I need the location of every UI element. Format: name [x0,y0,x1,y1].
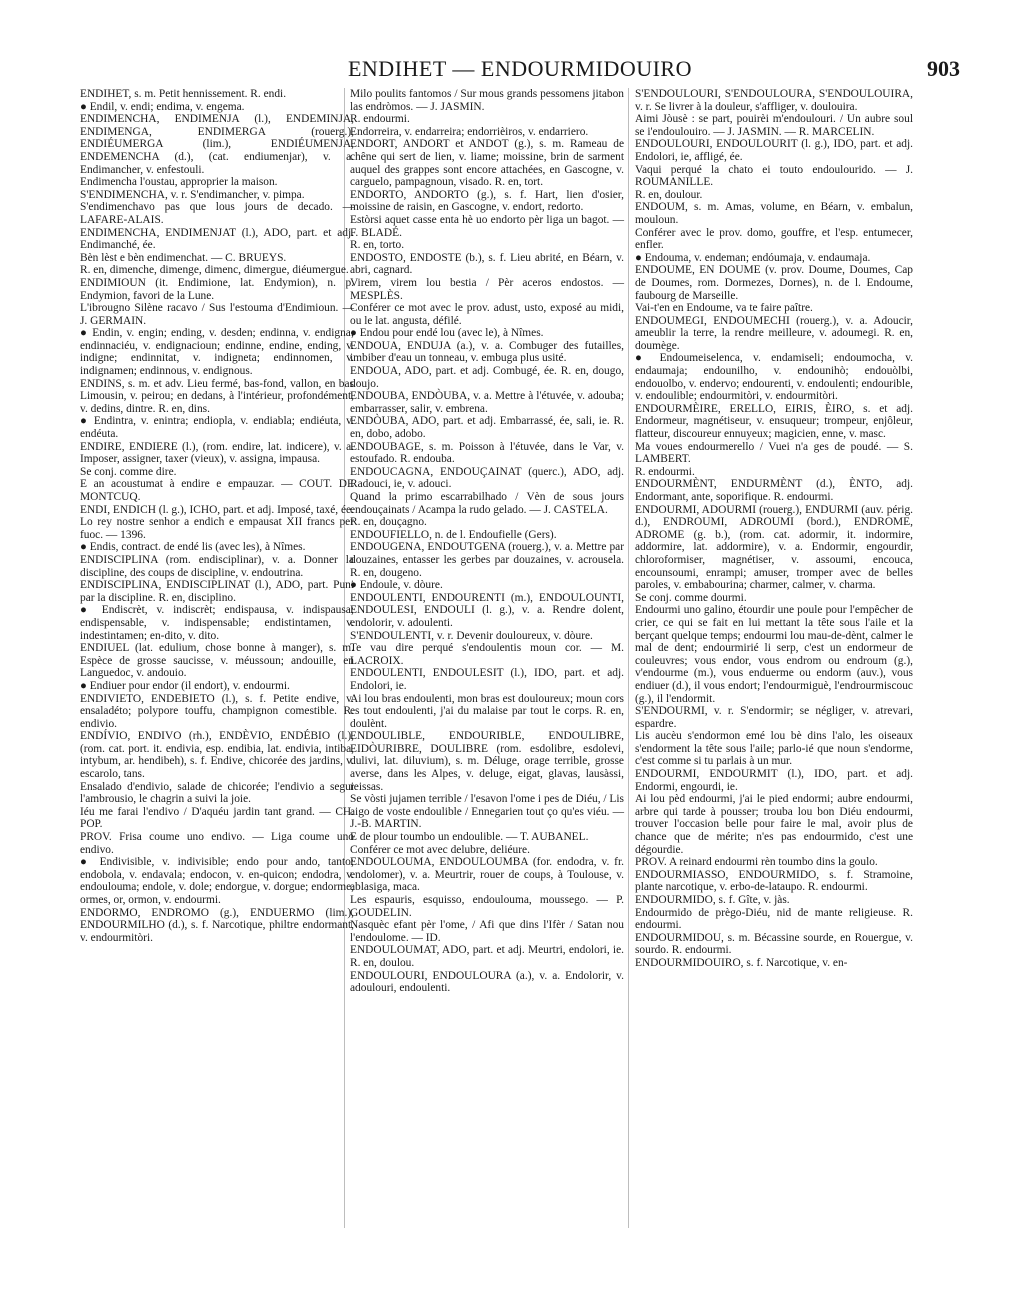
dictionary-entry: Vaqui perqué la chato ei touto endoulourido. — J. ROUMANILLE. [635,163,913,189]
dictionary-entry: ● Endoule, v. dòure. [350,579,443,592]
dictionary-entry: ENDOUFIELLO, n. de l. Endoufielle (Gers). [350,528,557,541]
dictionary-entry: ● Endis, contract. de endé lis (avec les), à Nîmes. [80,541,306,554]
dictionary-entry: ENDOURMIDOU, s. m. Bécassine sourde, en Rouergue, v. sourdo. R. endourmi. [635,931,913,957]
dictionary-entry: S'ENDOULENTI, v. r. Devenir douloureux, v. dòure. [350,629,593,642]
dictionary-entry: ENDORT, ANDORT et ANDOT (g.), s. m. Rameau de chêne qui sert de lien, v. liame; moissine, brin de sarment auquel des grappes sont encore attachées, en Gascogne, v. carguelo, pampagnoun, visado. R. en, tort. [350,138,624,189]
page-number: 903 [927,56,960,81]
dictionary-entry: ENDOUCAGNA, ENDOUÇAINAT (querc.), ADO, adj. Radouci, ie, v. adouci. [350,465,624,491]
running-title: ENDIHET — ENDOURMIDOUIRO [347,56,692,81]
dictionary-entry: ENDIUEL (lat. edulium, chose bonne à manger), s. m. Espèce de grosse saucisse, v. méussoun; andouille, en Languedoc, v. andouio. [80,642,354,680]
dictionary-entry: ENDIHET, s. m. Petit hennissement. R. endi. [80,88,287,100]
dictionary-entry: Virem, virem lou bestia / Pèr aceros endostos. — MESPLÈS. [350,276,624,302]
dictionary-entry: ENDOUME, EN DOUME (v. prov. Doume, Doumes, Cap de Doumes, rom. Dormezes, Dornes), n. de l. Endoume, faubourg de Marseille. [635,264,913,302]
dictionary-entry: Ai lou bras endoulenti, mon bras est douloureux; moun cors es tout endoulenti, j'ai du malaise par tout le corps. R. en, doulènt. [350,692,624,730]
dictionary-entry: ENDOURMIASSO, ENDOURMIDO, s. f. Stramoine, plante narcotique, v. erbo-de-lataupo. R. endourmi. [635,868,913,894]
dictionary-entry: S'ENDOULOURI, S'ENDOULOURA, S'ENDOULOUIRA, v. r. Se livrer à la douleur, s'affliger, v. doulouira. [635,88,913,113]
dictionary-entry: ENDOUA, ADO, part. et adj. Combugé, ée. R. en, dougo, doujo. [350,365,624,390]
dictionary-entry: ENDI, ENDICH (l. g.), ICHO, part. et adj. Imposé, taxé, ée. [80,503,354,516]
dictionary-entry: ENDOURMI, ADOURMI (rouerg.), ENDURMI (auv. périg. d.), ENDROUMI, ADROUMI (bord.), ENDROME, ADROME (g. b.), (rom. cat. adormir, it. indormire, addormire, lat. addormire), v. a. Endormir, engourdir, chloroformiser, magnétiser, v. assoumi, encouca, encounsoumi, enrampi; amuser, tromper avec de belles paroles, v. embabourina; charmer, calmer, v. charma. [635,503,913,592]
dictionary-entry: ENDOUGENA, ENDOUTGENA (rouerg.), v. a. Mettre par douzaines, entasser les gerbes par douzaines, v. acrousela. R. en, dougeno. [350,541,624,579]
page-header [80,56,960,92]
dictionary-entry: S'ENDIMENCHA, v. r. S'endimancher, v. pimpa. [80,188,305,201]
dictionary-entry: ● Endiscrèt, v. indiscrèt; endispausa, v. indispausa; endispensable, v. indispensable; endistintamen, v. indestintamen; en-dito, v. dito. [80,604,354,642]
dictionary-entry: ENDOUM, s. m. Amas, volume, en Béarn, v. embalun, mouloun. [635,201,913,226]
dictionary-entry: Conférer ce mot avec delubre, deliéure. [350,843,530,856]
dictionary-entry: Ensalado d'endivio, salade de chicorée; l'endivio a segui l'ambrousio, le chagrin a suivi la joie. [80,780,354,806]
dictionary-entry: ENDOUMEGI, ENDOUMECHI (rouerg.), v. a. Adoucir, ameublir la terre, la rendre meilleure, v. adoumegi. R. en, doumège. [635,314,913,352]
dictionary-entry: ENDOURMIDOUIRO, s. f. Narcotique, v. en- [635,956,848,969]
dictionary-entry: R. endourmi. [350,113,410,126]
dictionary-entry: Conférer ce mot avec le prov. adust, usto, exposé au midi, ou le lat. angusta, défilé. [350,302,624,327]
dictionary-entry: Se conj. comme dire. [80,465,177,478]
dictionary-entry: ENDOULIBLE, ENDOURIBLE, ENDOULIBRE, EIDÒURIBRE, DOULIBRE (rom. esdolibre, esdolevi, dulivi, lat. diluvium), s. m. Déluge, orage terrible, grosse averse, dans les Alpes, v. deluge, eigat, glavas, lausàssi, reissas. [350,730,624,793]
dictionary-entry: Nasquèc efant pèr l'ome, / Afi que dins l'Ifèr / Satan nou l'endoulome. — ID. [350,919,624,944]
dictionary-entry: Bèn lèst e bèn endimenchat. — C. BRUEYS. [80,251,287,264]
dictionary-entry: ENDIMENCHA, ENDIMENJA (l.), ENDEMINJA, ENDIMENGA, ENDIMERGA (rouerg.), ENDIÉUMERGA (lim.), ENDIÉUMENJA, ENDEMENCHA (d.), (cat. endiumenjar), v. a. Endimancher, v. enfestouli. [80,113,354,176]
dictionary-entry: R. endourmi. [635,465,695,478]
dictionary-entry: ENDISCIPLINA, ENDISCIPLINAT (l.), ADO, part. Puni par la discipline. R. en, disciplino. [80,579,354,604]
dictionary-entry: ENDINS, s. m. et adv. Lieu fermé, bas-fond, vallon, en bas Limousin, v. peirou; en dedans, à l'intérieur, profondément, v. dedins, dintre. R. en, dins. [80,377,354,415]
dictionary-entry: Te vau dire perqué s'endoulentis moun cor. — M. LACROIX. [350,642,624,667]
dictionary-entry: ENDOULENTI, ENDOULESIT (l.), IDO, part. et adj. Endolori, ie. [350,667,624,692]
dictionary-entry: Ai lou pèd endourmi, j'ai le pied endormi; aubre endourmi, arbre qui tarde à pousser; trouba lou bon Diéu endourmi, trouver l'occasion belle pour faire le mal, avoir plus de chance que de mérite; n'es pas endourmido, c'est une dégourdie. [635,793,913,856]
dictionary-entry: ENDOULENTI, ENDOURENTI (m.), ENDOULOUNTI, ENDOULESI, ENDOULI (l. g.), v. a. Rendre dolent, endolorir, v. adoulenti. [350,591,624,629]
dictionary-entry: ENDOURMIDO, s. f. Gîte, v. jàs. [635,894,790,906]
dictionary-entry: E de plour toumbo un endoulible. — T. AUBANEL. [350,831,589,844]
dictionary-entry: L'ibrougno Silène racavo / Sus l'estouma d'Endimioun. — J. GERMAIN. [80,302,354,327]
dictionary-entry: Quand la primo escarrabilhado / Vèn de sous jours endouçainats / Acampa la rudo gelado. — J. CASTELA. [350,491,624,516]
dictionary-entry: S'ENDOURMI, v. r. S'endormir; se négliger, v. atrevari, espardre. [635,705,913,730]
dictionary-entry: ● Endiuer pour endor (il endort), v. endourmi. [80,679,290,692]
dictionary-entry: PROV. A reinard endourmi rèn toumbo dins la goulo. [635,856,878,869]
dictionary-entry: ENDORTO, ANDORTO (g.), s. f. Hart, lien d'osier, moissine de raisin, en Gascogne, v. endort, redorto. [350,188,624,214]
dictionary-entry: ENDIMIOUN (it. Endimione, lat. Endymion), n. p. Endymion, favori de la Lune. [80,276,354,302]
dictionary-entry: ENDÍVIO, ENDIVO (rh.), ENDÈVIO, ENDÉBIO (l.), (rom. cat. port. it. endivia, esp. endibia, lat. endivia, intiba, intybum, ar. hendibeh), s. f. Endive, chicorée des jardins, v. escarolo, tans. [80,730,354,781]
dictionary-entry: ENDIVIETO, ENDEBIETO (l.), s. f. Petite endive, v. ensaladéto; polypore touffu, champignon comestible. R. endivio. [80,692,354,730]
dictionary-entry: ENDOULOURI, ENDOULOURIT (l. g.), IDO, part. et adj. Endolori, ie, affligé, ée. [635,138,913,163]
dictionary-entry: R. en, torto. [350,239,405,252]
dictionary-entry: Lis aucèu s'endormon emé lou bè dins l'alo, les oiseaux s'endorment la tête sous l'aile; parlo-ié que noun s'endorme, c'est comme si tu parlais à un mur. [635,730,913,768]
dictionary-entry: Endourmido de prègo-Diéu, nid de mante religieuse. R. endourmi. [635,906,913,932]
dictionary-entry: Se conj. comme dourmi. [635,591,747,604]
dictionary-entry: Conférer avec le prov. domo, gouffre, et l'esp. entumecer, enfler. [635,226,913,252]
dictionary-entry: R. en, dimenche, dimenge, dimenc, dimergue, diéumergue. [80,264,349,277]
dictionary-entry: Endimencha l'oustau, approprier la maison. [80,176,278,189]
dictionary-entry: Endorreira, v. endarreira; endorrièiros, v. endarriero. [350,125,589,138]
dictionary-entry: ● Endintra, v. enintra; endiopla, v. endiabla; endiéuta, v. endéuta. [80,415,354,441]
dictionary-entry: Vai-t'en en Endoume, va te faire paître. [635,302,813,315]
dictionary-entry: ENDORMO, ENDROMO (g.), ENDUERMO (lim.), ENDOURMILHO (d.), s. f. Narcotique, philtre endormant, v. endourmitòri. [80,906,354,944]
dictionary-entry: Lo rey nostre senhor a endich e empausat XII francs per fuoc. — 1396. [80,516,354,541]
dictionary-entry: ENDOURMÈIRE, ERELLO, EIRIS, ÈIRO, s. et adj. Endormeur, magnétiseur, v. ensuqueur; trompeur, enjôleur, flatteur, discoureur ennuyeux; magicien, enne, v. masc. [635,402,913,441]
dictionary-entry: Estòrsi aquet casse enta hè uo endorto pèr liga un bagot. — F. BLADÉ. [350,213,624,239]
dictionary-entry: ENDOUBA, ENDÒUBA, v. a. Mettre à l'étuvée, v. adouba; embarrasser, salir, v. embrena. [350,390,624,415]
dictionary-entry: ● Endou pour endé lou (avec le), à Nîmes. [350,327,544,340]
dictionary-entry: Iéu me farai l'endivo / D'aquéu jardin tant grand. — CH. POP. [80,805,354,831]
dictionary-entry: Les espauris, esquisso, endoulouma, moussego. — P. GOUDELIN. [350,894,624,919]
dictionary-entry: ● Endouma, v. endeman; endóumaja, v. endaumaja. [635,251,871,264]
dictionary-entry: R. en, doulour. [635,188,703,201]
dictionary-entry: ENDIRE, ENDIERE (l.), (rom. endire, lat. indicere), v. a. Imposer, assigner, taxer (vieux), v. assigna, impausa. [80,440,354,466]
dictionary-entry: R. en, douçagno. [350,516,427,529]
dictionary-entry: ENDOURMÈNT, ENDURMÈNT (d.), ÈNTO, adj. Endormant, ante, soporifique. R. endourmi. [635,478,913,503]
dictionary-entry: ENDOULOUMA, ENDOULOUMBA (for. endodra, v. fr. endolomer), v. a. Meurtrir, rouer de coups, à Toulouse, v. ablasiga, maca. [350,856,624,894]
dictionary-entry: ● Endivisible, v. indivisible; endo pour ando, tanto; endobola, v. endavala; endocon, v. en-quicon; endodra, v. endoulouma; endole, v. dole; endorgue, v. dorgue; endorme, ormes, or, ormon, v. endourmi. [80,856,354,906]
column-divider [628,88,629,1228]
dictionary-entry: Endourmi uno galino, étourdir une poule pour l'empêcher de crier, ce qui se fait en lui mettant la tête sous l'aile et la berçant quelque temps; endourmi lou mau-de-dènt, calmer le mal de dent; endourmirié li serp, c'est un endormeur de couleuvres; vous endor, vous endrom ou endroum (g.), v'endourme (m.), vous enduerme ou endorm (auv.), vous endiuer (d.), il vous endort; l'endourmiguè, l'endrourmiscouc (g.), il l'endormit. [635,604,913,705]
dictionary-entry: ENDOUBAGE, s. m. Poisson à l'étuvée, dans le Var, v. estoufado. R. endouba. [350,440,624,466]
dictionary-entry: E an acoustumat à endire e empauzar. — COUT. DE MONTCUQ. [80,478,354,503]
dictionary-entry: ● Endil, v. endi; endima, v. engema. [80,100,245,113]
dictionary-entry: ENDÒUBA, ADO, part. et adj. Embarrassé, ée, sali, ie. R. en, dobo, adobo. [350,415,624,441]
dictionary-entry: ENDISCIPLINA (rom. endisciplinar), v. a. Donner la discipline, des coups de discipline, v. endoutrina. [80,553,354,579]
dictionary-entry: ● Endin, v. engin; ending, v. desden; endinna, v. endigna; endinnaciéu, v. endignacioun; endinne, endine, ending, v. indigne; endinnitat, v. indigneta; endinnomen, v. indignamen; endinnous, v. endignous. [80,327,354,378]
dictionary-column-right [635,88,913,970]
dictionary-entry: ENDOULOURI, ENDOULOURA (a.), v. a. Endolorir, v. adoulouri, endoulenti. [350,969,624,995]
dictionary-entry: ENDOULOUMAT, ADO, part. et adj. Meurtri, endolori, ie. R. en, doulou. [350,944,624,969]
dictionary-entry: ENDOURMI, ENDOURMIT (l.), IDO, part. et adj. Endormi, engourdi, ie. [635,768,913,793]
dictionary-entry: ENDIMENCHA, ENDIMENJAT (l.), ADO, part. et adj. Endimanché, ée. [80,226,354,252]
dictionary-column-middle [350,88,624,995]
dictionary-entry: Milo poulits fantomos / Sur mous grands pessomens jitabon las endròmos. — J. JASMIN. [350,88,624,113]
dictionary-entry: S'endimenchavo pas que lous jours de decado. — LAFARE-ALAIS. [80,201,354,226]
dictionary-entry: ENDOSTO, ENDOSTE (b.), s. f. Lieu abrité, en Béarn, v. abri, cagnard. [350,251,624,277]
dictionary-entry: Aimi Jòusè : se part, pouirèi m'endoulouri. / Un aubre soul se i'endoulouiro. — J. JASMIN. — R. MARCELIN. [635,113,913,138]
dictionary-entry: ENDOUA, ENDUJA (a.), v. a. Combuger des futailles, imbiber d'eau un tonneau, v. embuga plus usité. [350,339,624,365]
dictionary-entry: PROV. Frisa coume uno endivo. — Liga coume uno endivo. [80,831,354,856]
dictionary-entry: ● Endoumeiselenca, v. endamiseli; endoumocha, v. endaumaja; endounilho, v. endounihò; endouòlbi, endouolbo, v. endervo; endourenti, v. endoulenti; endourible, v. endoulible; endourmitòri, v. endourmitòri. [635,352,913,403]
dictionary-entry: Ma voues endourmerello / Vuei n'a ges de poudé. — S. LAMBERT. [635,440,913,466]
dictionary-entry: Se vòsti jujamen terrible / l'esavon l'ome i pes de Diéu, / Lis aigo de voste endoulible / Ennegarien tout ço qu'es viéu. — J.-B. MARTIN. [350,793,624,831]
dictionary-column-left [80,88,354,944]
